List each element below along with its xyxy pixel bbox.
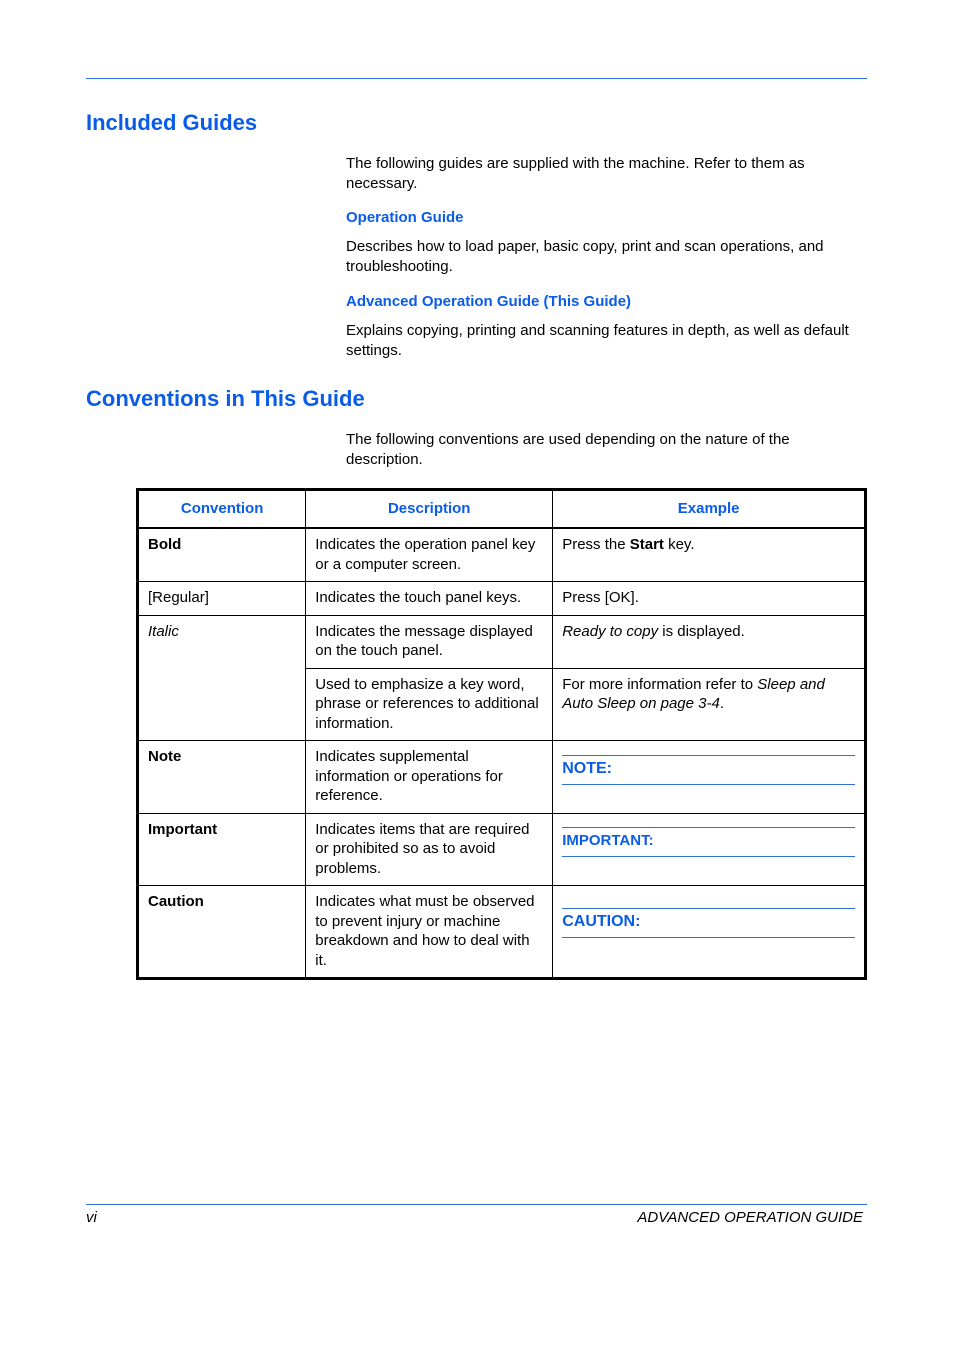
example-text: is displayed. <box>658 622 745 640</box>
convention-bold: Bold <box>138 528 306 582</box>
footer-rule <box>86 1204 867 1205</box>
header-rule <box>86 78 867 79</box>
description-note: Indicates supplemental information or operations for reference. <box>306 741 553 814</box>
table-row <box>138 528 866 582</box>
example-important <box>553 813 866 886</box>
example-caution <box>553 886 866 979</box>
example-message: Ready to copy <box>562 622 659 640</box>
convention-important: Important <box>138 813 306 886</box>
example-key-name: Start <box>629 536 664 553</box>
note-label: NOTE: <box>562 755 855 785</box>
column-header-description: Description <box>306 490 553 529</box>
example-bold <box>553 528 866 582</box>
advanced-guide-title: Advanced Operation Guide (This Guide) <box>346 293 632 310</box>
caution-label: CAUTION: <box>562 908 855 938</box>
description-italic-message: Indicates the message displayed on the touch panel. <box>306 615 553 668</box>
description-caution: Indicates what must be observed to prevent injury or machine breakdown and how to deal with it. <box>306 886 553 979</box>
description-italic-emphasis: Used to emphasize a key word, phrase or references to additional information. <box>306 668 553 741</box>
example-text: . <box>719 695 724 712</box>
example-italic-emphasis <box>553 668 866 741</box>
table-row <box>138 813 866 886</box>
column-header-example: Example <box>553 490 866 529</box>
included-guides-heading: Included Guides <box>86 110 258 135</box>
example-italic-message <box>553 615 866 668</box>
footer-title: ADVANCED OPERATION GUIDE <box>637 1209 863 1226</box>
included-guides-intro: The following guides are supplied with the machine. Refer to them as necessary. <box>346 155 805 192</box>
page-number: vi <box>86 1209 97 1226</box>
important-label: IMPORTANT: <box>562 827 855 857</box>
description-bold: Indicates the operation panel key or a computer screen. <box>306 528 553 582</box>
table-row <box>138 741 866 814</box>
operation-guide-description: Describes how to load paper, basic copy, print and scan operations, and troubleshooting. <box>346 238 824 275</box>
convention-regular: [Regular] <box>138 582 306 616</box>
example-text: key. <box>663 536 695 553</box>
description-regular: Indicates the touch panel keys. <box>306 582 553 616</box>
example-text: Press the <box>562 536 630 553</box>
operation-guide-title: Operation Guide <box>346 209 464 226</box>
table-header-row <box>138 490 866 529</box>
convention-italic: Italic <box>138 615 306 741</box>
table-row <box>138 886 866 979</box>
convention-note: Note <box>138 741 306 814</box>
column-header-convention: Convention <box>138 490 306 529</box>
table-row <box>138 582 866 616</box>
conventions-heading: Conventions in This Guide <box>86 386 365 411</box>
example-regular: Press [OK]. <box>553 582 866 616</box>
table-row <box>138 615 866 668</box>
conventions-table <box>136 488 867 980</box>
convention-caution: Caution <box>138 886 306 979</box>
conventions-intro: The following conventions are used depending on the nature of the description. <box>346 431 790 468</box>
description-important: Indicates items that are required or prohibited so as to avoid problems. <box>306 813 553 886</box>
example-reference: Sleep and Auto Sleep on page 3-4 <box>562 675 825 712</box>
example-note <box>553 741 866 814</box>
advanced-guide-description: Explains copying, printing and scanning features in depth, as well as default settings. <box>346 322 849 359</box>
example-text: For more information refer to <box>562 675 758 693</box>
